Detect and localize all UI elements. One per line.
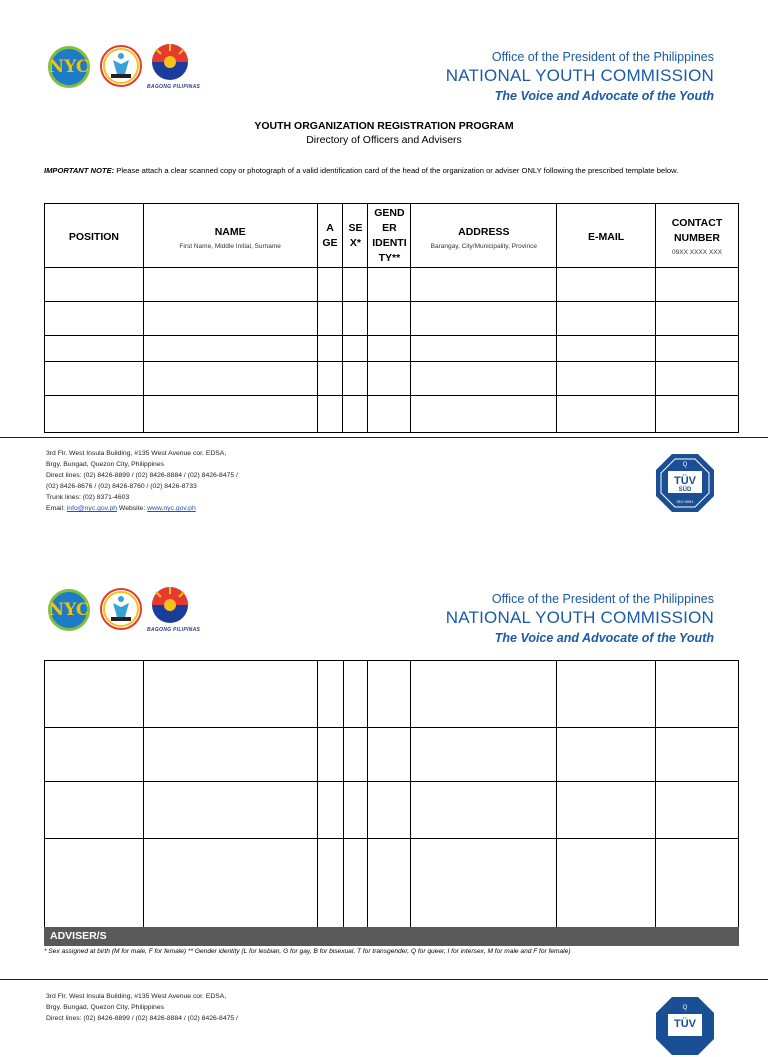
col-sublabel: 09XX XXXX XXX [672, 248, 722, 256]
cell[interactable] [411, 396, 557, 433]
cell[interactable] [557, 396, 656, 433]
col-label: SE X* [348, 221, 363, 249]
table-row [45, 336, 739, 362]
cell[interactable] [656, 728, 739, 782]
cell[interactable] [343, 839, 368, 928]
cell[interactable] [343, 728, 368, 782]
col-label: NAME [214, 225, 246, 238]
cell[interactable] [655, 268, 738, 302]
footer-address [46, 448, 238, 514]
bagong-pilipinas-text: BAGONG PILIPINAS [147, 627, 201, 633]
table-row [45, 839, 739, 928]
cell[interactable] [557, 302, 656, 336]
cell[interactable] [557, 728, 656, 782]
adviser-section-bar: ADVISER/S [44, 927, 739, 946]
col-label: POSITION [68, 230, 120, 243]
footer-divider [0, 979, 768, 980]
cell[interactable] [656, 839, 739, 928]
col-gender-identity [368, 204, 411, 268]
col-age [317, 204, 343, 268]
col-name [143, 204, 317, 268]
office-line: Office of the President of the Philippines [491, 592, 714, 606]
cell[interactable] [656, 661, 739, 728]
cell[interactable] [317, 782, 343, 839]
cell[interactable] [45, 336, 144, 362]
col-address [411, 204, 557, 268]
cell[interactable] [143, 336, 317, 362]
cell[interactable] [343, 661, 368, 728]
footer-divider [0, 437, 768, 438]
cell[interactable] [317, 302, 343, 336]
cell[interactable] [317, 336, 343, 362]
tagline: The Voice and Advocate of the Youth [494, 631, 714, 645]
sex-gender-legend: * Sex assigned at birth (M for male, F for female) ** Gender identity (L for lesbian, G for gay, B for bisexual, T for transgender, Q for queer, I for intersex, M for male and F for female) [44, 948, 571, 955]
table-row [45, 396, 739, 433]
col-sex [343, 204, 368, 268]
footer-line-2: Brgy. Bungad, Quezon City, Philippines [46, 461, 165, 468]
cell[interactable] [143, 362, 317, 396]
cell[interactable] [343, 396, 368, 433]
footer-line-5: Trunk lines: (02) 8371-4603 [46, 494, 130, 501]
cell[interactable] [411, 728, 557, 782]
col-label: E-MAIL [588, 230, 625, 243]
cell[interactable] [45, 728, 144, 782]
cell[interactable] [411, 661, 557, 728]
document-subtitle: Directory of Officers and Advisers [306, 134, 462, 146]
cell[interactable] [411, 268, 557, 302]
cell[interactable] [317, 839, 343, 928]
badge-main: TÜV [674, 475, 696, 487]
email-label: Email: [46, 505, 67, 512]
cell[interactable] [655, 302, 738, 336]
cell[interactable] [45, 782, 144, 839]
cell[interactable] [45, 362, 144, 396]
commission-title: NATIONAL YOUTH COMMISSION [445, 608, 714, 627]
bagong-pilipinas-text: BAGONG PILIPINAS [147, 84, 201, 90]
cell[interactable] [368, 782, 411, 839]
cell[interactable] [655, 336, 738, 362]
cell[interactable] [343, 336, 368, 362]
col-label: ADDRESS [458, 225, 510, 238]
website-label: Website: [117, 505, 148, 512]
cell[interactable] [368, 396, 411, 433]
tagline: The Voice and Advocate of the Youth [494, 89, 714, 103]
cell[interactable] [143, 661, 317, 728]
cell[interactable] [143, 396, 317, 433]
cell[interactable] [343, 268, 368, 302]
cell[interactable] [411, 302, 557, 336]
note-label: IMPORTANT NOTE: [44, 166, 115, 175]
footer-line-3: Direct lines: (02) 8426-8899 / (02) 8426-8884 / (02) 8426-8475 / [46, 1015, 238, 1022]
office-line: Office of the President of the Philippines [491, 50, 714, 64]
cell[interactable] [557, 268, 656, 302]
col-sublabel: Barangay, City/Municipality, Province [430, 242, 537, 250]
cell[interactable] [557, 336, 656, 362]
bagong-pilipinas-logo [147, 42, 193, 86]
cell[interactable] [557, 661, 656, 728]
cell[interactable] [45, 396, 144, 433]
commission-title: NATIONAL YOUTH COMMISSION [445, 66, 714, 85]
cell[interactable] [45, 268, 144, 302]
footer-line-1: 3rd Flr. West Insula Building, #135 West Avenue cor. EDSA, [46, 993, 227, 1000]
col-label: A GE [322, 221, 338, 249]
footer-line-3: Direct lines: (02) 8426-8899 / (02) 8426-8884 / (02) 8426-8475 / [46, 472, 238, 479]
cell[interactable] [45, 661, 144, 728]
cell[interactable] [368, 728, 411, 782]
table-row [45, 782, 739, 839]
cell[interactable] [411, 362, 557, 396]
table-header-row [45, 204, 739, 268]
cell[interactable] [655, 362, 738, 396]
cell[interactable] [368, 661, 411, 728]
cell[interactable] [317, 396, 343, 433]
cell[interactable] [343, 302, 368, 336]
footer-line-1: 3rd Flr. West Insula Building, #135 West Avenue cor. EDSA, [46, 450, 227, 457]
nyc-logo [48, 46, 90, 88]
nyc-logo [48, 589, 90, 631]
bagong-pilipinas-logo [147, 585, 193, 629]
cell[interactable] [368, 302, 411, 336]
col-sublabel: First Name, Middle Initial, Surname [179, 242, 281, 250]
program-title: YOUTH ORGANIZATION REGISTRATION PROGRAM [254, 120, 514, 132]
cell[interactable] [368, 362, 411, 396]
youth-figures-logo [99, 44, 143, 88]
cell[interactable] [317, 268, 343, 302]
important-note [44, 164, 724, 177]
footer-line-2: Brgy. Bungad, Quezon City, Philippines [46, 1004, 165, 1011]
nyc-logo-text: NYC [48, 57, 90, 77]
cell[interactable] [343, 362, 368, 396]
officers-table-continued [44, 660, 739, 928]
cell[interactable] [317, 728, 343, 782]
cell[interactable] [411, 336, 557, 362]
tuv-certification-badge [654, 995, 716, 1057]
cell[interactable] [368, 268, 411, 302]
note-text: Please attach a clear scanned copy or photograph of a valid identification card of the head of the organization or adviser ONLY following the prescribed template below. [114, 166, 679, 175]
cell[interactable] [143, 302, 317, 336]
cell[interactable] [143, 782, 317, 839]
badge-top: Q [682, 1005, 688, 1011]
col-email [557, 204, 656, 268]
col-label: CONTACT NUMBER [671, 216, 723, 244]
nyc-logo-text: NYC [48, 600, 90, 620]
cell[interactable] [411, 782, 557, 839]
col-position [45, 204, 144, 268]
cell[interactable] [557, 362, 656, 396]
cell[interactable] [656, 782, 739, 839]
cell[interactable] [143, 728, 317, 782]
cell[interactable] [557, 782, 656, 839]
footer-line-4: (02) 8426-8676 / (02) 8426-8760 / (02) 8426-8733 [46, 483, 197, 490]
col-contact [655, 204, 738, 268]
table-row [45, 268, 739, 302]
cell[interactable] [45, 302, 144, 336]
badge-main: TÜV [674, 1018, 696, 1030]
cell[interactable] [45, 839, 144, 928]
cell[interactable] [368, 336, 411, 362]
officers-table [44, 203, 739, 433]
cell[interactable] [368, 839, 411, 928]
cell[interactable] [143, 268, 317, 302]
table-row [45, 362, 739, 396]
cell[interactable] [143, 839, 317, 928]
badge-top: Q [682, 462, 688, 468]
table-row [45, 728, 739, 782]
badge-sub: SÜD [678, 487, 692, 493]
cell[interactable] [317, 362, 343, 396]
footer-address [46, 991, 238, 1024]
col-label: GEND ER IDENTI TY** [372, 206, 407, 264]
youth-figures-logo [99, 587, 143, 631]
website-link[interactable]: www.nyc.gov.ph [147, 505, 196, 512]
table-row [45, 661, 739, 728]
cell[interactable] [655, 396, 738, 433]
tuv-certification-badge [654, 452, 716, 514]
badge-std: ISO 9001 [676, 499, 694, 504]
footer-contact [46, 503, 238, 514]
cell[interactable] [343, 782, 368, 839]
cell[interactable] [317, 661, 343, 728]
email-link[interactable]: info@nyc.gov.ph [66, 505, 118, 512]
cell[interactable] [557, 839, 656, 928]
cell[interactable] [411, 839, 557, 928]
table-row [45, 302, 739, 336]
